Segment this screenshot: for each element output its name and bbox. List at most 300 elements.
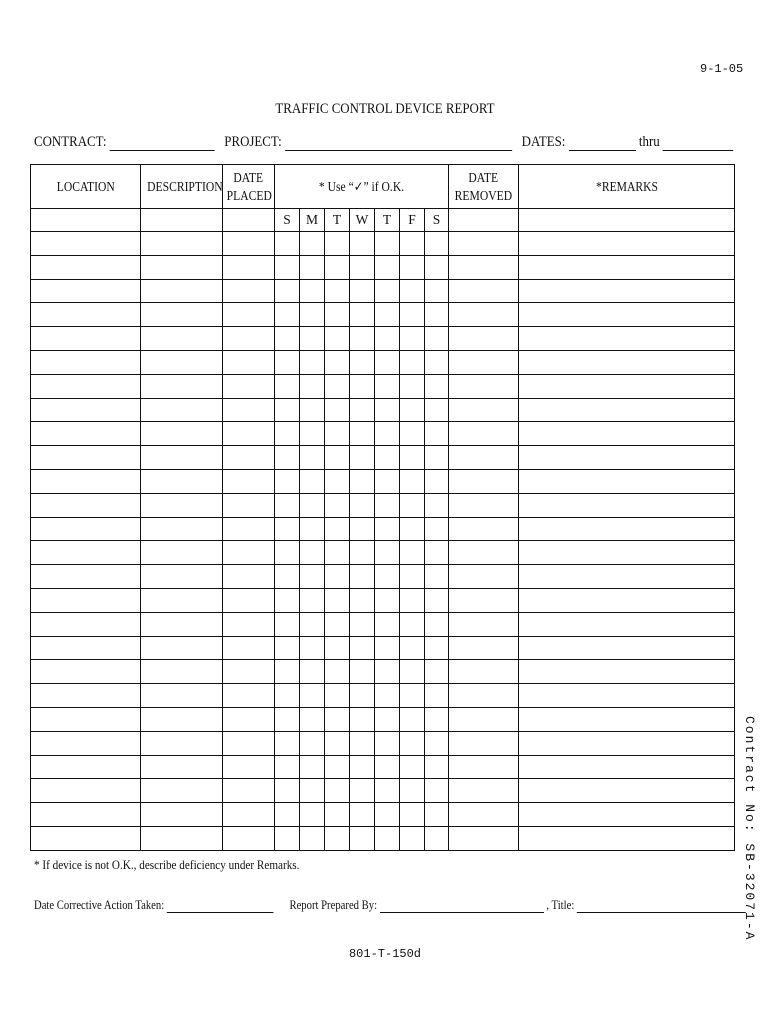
table-cell[interactable] (425, 779, 449, 803)
table-cell[interactable] (31, 279, 141, 303)
table-cell[interactable] (275, 327, 300, 351)
table-cell[interactable] (223, 826, 275, 850)
table-cell[interactable] (425, 755, 449, 779)
table-cell[interactable] (350, 469, 375, 493)
dates-end-field[interactable] (663, 136, 734, 151)
table-cell[interactable] (223, 707, 275, 731)
table-cell[interactable] (425, 565, 449, 589)
table-cell[interactable] (400, 660, 425, 684)
table-cell[interactable] (275, 232, 300, 256)
table-cell[interactable] (350, 493, 375, 517)
table-cell[interactable] (275, 517, 300, 541)
table-cell[interactable] (519, 684, 735, 708)
table-cell[interactable] (300, 541, 325, 565)
table-cell[interactable] (350, 327, 375, 351)
table-cell[interactable] (425, 541, 449, 565)
table-cell[interactable] (300, 517, 325, 541)
table-cell[interactable] (375, 707, 400, 731)
table-cell[interactable] (300, 279, 325, 303)
table-cell[interactable] (375, 636, 400, 660)
table-cell[interactable] (31, 636, 141, 660)
table-cell[interactable] (350, 826, 375, 850)
table-cell[interactable] (449, 327, 519, 351)
table-cell[interactable] (350, 636, 375, 660)
table-cell[interactable] (223, 684, 275, 708)
table-cell[interactable] (519, 255, 735, 279)
table-cell[interactable] (223, 446, 275, 470)
table-cell[interactable] (350, 398, 375, 422)
table-cell[interactable] (449, 374, 519, 398)
table-cell[interactable] (141, 398, 223, 422)
table-cell[interactable] (325, 255, 350, 279)
table-cell[interactable] (300, 707, 325, 731)
table-cell[interactable] (31, 612, 141, 636)
table-cell[interactable] (300, 612, 325, 636)
table-cell[interactable] (275, 279, 300, 303)
table-cell[interactable] (31, 303, 141, 327)
table-cell[interactable] (350, 255, 375, 279)
table-cell[interactable] (300, 469, 325, 493)
table-cell[interactable] (325, 422, 350, 446)
table-cell[interactable] (300, 803, 325, 827)
table-cell[interactable] (275, 588, 300, 612)
table-cell[interactable] (223, 779, 275, 803)
table-cell[interactable] (275, 350, 300, 374)
table-cell[interactable] (449, 707, 519, 731)
table-cell[interactable] (141, 731, 223, 755)
table-cell[interactable] (519, 446, 735, 470)
table-cell[interactable] (425, 422, 449, 446)
table-cell[interactable] (375, 731, 400, 755)
table-cell[interactable] (375, 755, 400, 779)
table-cell[interactable] (350, 303, 375, 327)
project-field[interactable] (285, 136, 512, 151)
table-cell[interactable] (375, 446, 400, 470)
title-field[interactable] (577, 898, 746, 913)
table-cell[interactable] (400, 803, 425, 827)
table-cell[interactable] (375, 469, 400, 493)
table-cell[interactable] (449, 350, 519, 374)
table-cell[interactable] (400, 731, 425, 755)
table-cell[interactable] (223, 374, 275, 398)
table-cell[interactable] (141, 565, 223, 589)
table-cell[interactable] (141, 660, 223, 684)
table-cell[interactable] (325, 803, 350, 827)
table-cell[interactable] (300, 779, 325, 803)
table-cell[interactable] (350, 779, 375, 803)
table-cell[interactable] (223, 350, 275, 374)
table-cell[interactable] (325, 374, 350, 398)
table-cell[interactable] (350, 684, 375, 708)
table-cell[interactable] (275, 374, 300, 398)
table-cell[interactable] (519, 517, 735, 541)
table-cell[interactable] (425, 588, 449, 612)
table-cell[interactable] (519, 303, 735, 327)
table-cell[interactable] (400, 469, 425, 493)
table-cell[interactable] (31, 707, 141, 731)
table-cell[interactable] (223, 565, 275, 589)
table-cell[interactable] (519, 350, 735, 374)
table-cell[interactable] (350, 588, 375, 612)
table-cell[interactable] (141, 232, 223, 256)
table-cell[interactable] (425, 493, 449, 517)
table-cell[interactable] (141, 612, 223, 636)
table-cell[interactable] (275, 303, 300, 327)
table-cell[interactable] (275, 565, 300, 589)
table-cell[interactable] (31, 803, 141, 827)
table-cell[interactable] (31, 660, 141, 684)
table-cell[interactable] (141, 541, 223, 565)
table-cell[interactable] (223, 660, 275, 684)
table-cell[interactable] (449, 303, 519, 327)
table-cell[interactable] (275, 422, 300, 446)
table-cell[interactable] (425, 232, 449, 256)
table-cell[interactable] (449, 755, 519, 779)
table-cell[interactable] (325, 565, 350, 589)
table-cell[interactable] (325, 446, 350, 470)
table-cell[interactable] (31, 350, 141, 374)
table-cell[interactable] (449, 541, 519, 565)
table-cell[interactable] (519, 374, 735, 398)
table-cell[interactable] (223, 493, 275, 517)
table-cell[interactable] (275, 684, 300, 708)
table-cell[interactable] (449, 493, 519, 517)
table-cell[interactable] (141, 493, 223, 517)
table-cell[interactable] (141, 279, 223, 303)
table-cell[interactable] (519, 755, 735, 779)
table-cell[interactable] (275, 493, 300, 517)
table-cell[interactable] (141, 707, 223, 731)
table-cell[interactable] (519, 803, 735, 827)
table-cell[interactable] (425, 707, 449, 731)
table-cell[interactable] (325, 707, 350, 731)
table-cell[interactable] (325, 469, 350, 493)
table-cell[interactable] (223, 541, 275, 565)
table-cell[interactable] (325, 350, 350, 374)
table-cell[interactable] (425, 636, 449, 660)
table-cell[interactable] (519, 612, 735, 636)
table-cell[interactable] (223, 588, 275, 612)
table-cell[interactable] (31, 588, 141, 612)
table-cell[interactable] (519, 779, 735, 803)
table-cell[interactable] (223, 755, 275, 779)
table-cell[interactable] (31, 731, 141, 755)
table-cell[interactable] (400, 303, 425, 327)
table-cell[interactable] (400, 374, 425, 398)
table-cell[interactable] (375, 803, 400, 827)
table-cell[interactable] (141, 255, 223, 279)
table-cell[interactable] (519, 422, 735, 446)
table-cell[interactable] (31, 327, 141, 351)
table-cell[interactable] (223, 803, 275, 827)
table-cell[interactable] (350, 279, 375, 303)
contract-field[interactable] (110, 136, 215, 151)
table-cell[interactable] (425, 731, 449, 755)
table-cell[interactable] (425, 612, 449, 636)
table-cell[interactable] (223, 422, 275, 446)
table-cell[interactable] (275, 541, 300, 565)
table-cell[interactable] (449, 636, 519, 660)
table-cell[interactable] (300, 684, 325, 708)
table-cell[interactable] (275, 779, 300, 803)
table-cell[interactable] (300, 398, 325, 422)
table-cell[interactable] (275, 446, 300, 470)
table-cell[interactable] (375, 350, 400, 374)
table-cell[interactable] (375, 398, 400, 422)
table-cell[interactable] (449, 469, 519, 493)
table-cell[interactable] (325, 826, 350, 850)
table-cell[interactable] (300, 660, 325, 684)
table-cell[interactable] (31, 232, 141, 256)
table-cell[interactable] (275, 755, 300, 779)
table-cell[interactable] (141, 755, 223, 779)
table-cell[interactable] (449, 731, 519, 755)
table-cell[interactable] (141, 517, 223, 541)
table-cell[interactable] (375, 684, 400, 708)
table-cell[interactable] (350, 422, 375, 446)
table-cell[interactable] (300, 232, 325, 256)
table-cell[interactable] (449, 446, 519, 470)
table-cell[interactable] (519, 493, 735, 517)
table-cell[interactable] (425, 398, 449, 422)
table-cell[interactable] (350, 374, 375, 398)
table-cell[interactable] (425, 374, 449, 398)
table-cell[interactable] (141, 779, 223, 803)
table-cell[interactable] (141, 374, 223, 398)
table-cell[interactable] (519, 541, 735, 565)
table-cell[interactable] (223, 517, 275, 541)
table-cell[interactable] (31, 493, 141, 517)
table-cell[interactable] (141, 684, 223, 708)
table-cell[interactable] (400, 398, 425, 422)
table-cell[interactable] (400, 517, 425, 541)
table-cell[interactable] (375, 303, 400, 327)
table-cell[interactable] (375, 826, 400, 850)
table-cell[interactable] (375, 588, 400, 612)
table-cell[interactable] (375, 517, 400, 541)
table-cell[interactable] (400, 232, 425, 256)
table-cell[interactable] (400, 588, 425, 612)
table-cell[interactable] (350, 232, 375, 256)
table-cell[interactable] (449, 565, 519, 589)
table-cell[interactable] (519, 660, 735, 684)
table-cell[interactable] (325, 541, 350, 565)
table-cell[interactable] (300, 422, 325, 446)
table-cell[interactable] (275, 636, 300, 660)
table-cell[interactable] (325, 731, 350, 755)
table-cell[interactable] (325, 517, 350, 541)
table-cell[interactable] (325, 232, 350, 256)
table-cell[interactable] (223, 327, 275, 351)
table-cell[interactable] (400, 612, 425, 636)
table-cell[interactable] (141, 303, 223, 327)
table-cell[interactable] (141, 469, 223, 493)
table-cell[interactable] (325, 588, 350, 612)
table-cell[interactable] (141, 422, 223, 446)
table-cell[interactable] (31, 684, 141, 708)
table-cell[interactable] (141, 446, 223, 470)
table-cell[interactable] (325, 755, 350, 779)
table-cell[interactable] (31, 469, 141, 493)
table-cell[interactable] (519, 707, 735, 731)
table-cell[interactable] (31, 755, 141, 779)
table-cell[interactable] (141, 327, 223, 351)
table-cell[interactable] (141, 636, 223, 660)
table-cell[interactable] (275, 707, 300, 731)
table-cell[interactable] (425, 446, 449, 470)
table-cell[interactable] (350, 707, 375, 731)
table-cell[interactable] (375, 279, 400, 303)
table-cell[interactable] (350, 612, 375, 636)
table-cell[interactable] (350, 755, 375, 779)
table-cell[interactable] (300, 826, 325, 850)
table-cell[interactable] (300, 588, 325, 612)
table-cell[interactable] (400, 255, 425, 279)
table-cell[interactable] (519, 232, 735, 256)
table-cell[interactable] (400, 327, 425, 351)
table-cell[interactable] (425, 803, 449, 827)
dates-start-field[interactable] (569, 136, 636, 151)
table-cell[interactable] (425, 660, 449, 684)
table-cell[interactable] (325, 327, 350, 351)
table-cell[interactable] (425, 469, 449, 493)
table-cell[interactable] (425, 327, 449, 351)
table-cell[interactable] (223, 232, 275, 256)
table-cell[interactable] (400, 279, 425, 303)
table-cell[interactable] (375, 612, 400, 636)
table-cell[interactable] (350, 731, 375, 755)
table-cell[interactable] (31, 565, 141, 589)
table-cell[interactable] (449, 398, 519, 422)
table-cell[interactable] (400, 541, 425, 565)
table-cell[interactable] (31, 826, 141, 850)
table-cell[interactable] (375, 660, 400, 684)
table-cell[interactable] (425, 517, 449, 541)
table-cell[interactable] (350, 350, 375, 374)
table-cell[interactable] (325, 636, 350, 660)
prepared-by-field[interactable] (380, 898, 544, 913)
table-cell[interactable] (31, 446, 141, 470)
table-cell[interactable] (375, 779, 400, 803)
table-cell[interactable] (449, 517, 519, 541)
table-cell[interactable] (519, 398, 735, 422)
table-cell[interactable] (300, 493, 325, 517)
table-cell[interactable] (300, 303, 325, 327)
table-cell[interactable] (519, 636, 735, 660)
table-cell[interactable] (449, 779, 519, 803)
table-cell[interactable] (449, 279, 519, 303)
table-cell[interactable] (223, 469, 275, 493)
table-cell[interactable] (275, 826, 300, 850)
table-cell[interactable] (400, 565, 425, 589)
table-cell[interactable] (519, 826, 735, 850)
table-cell[interactable] (375, 374, 400, 398)
table-cell[interactable] (400, 636, 425, 660)
table-cell[interactable] (325, 684, 350, 708)
table-cell[interactable] (519, 327, 735, 351)
table-cell[interactable] (223, 255, 275, 279)
table-cell[interactable] (325, 612, 350, 636)
table-cell[interactable] (400, 707, 425, 731)
table-cell[interactable] (141, 588, 223, 612)
table-cell[interactable] (223, 398, 275, 422)
table-cell[interactable] (425, 255, 449, 279)
table-cell[interactable] (400, 493, 425, 517)
table-cell[interactable] (519, 565, 735, 589)
table-cell[interactable] (223, 731, 275, 755)
table-cell[interactable] (350, 517, 375, 541)
table-cell[interactable] (449, 232, 519, 256)
table-cell[interactable] (449, 803, 519, 827)
table-cell[interactable] (375, 232, 400, 256)
table-cell[interactable] (449, 660, 519, 684)
table-cell[interactable] (519, 469, 735, 493)
table-cell[interactable] (275, 612, 300, 636)
table-cell[interactable] (223, 279, 275, 303)
table-cell[interactable] (425, 303, 449, 327)
table-cell[interactable] (275, 398, 300, 422)
table-cell[interactable] (31, 779, 141, 803)
table-cell[interactable] (350, 565, 375, 589)
table-cell[interactable] (400, 779, 425, 803)
table-cell[interactable] (375, 565, 400, 589)
table-cell[interactable] (350, 541, 375, 565)
table-cell[interactable] (350, 660, 375, 684)
corrective-action-field[interactable] (167, 898, 274, 913)
table-cell[interactable] (449, 612, 519, 636)
table-cell[interactable] (31, 422, 141, 446)
table-cell[interactable] (31, 541, 141, 565)
table-cell[interactable] (325, 779, 350, 803)
table-cell[interactable] (275, 469, 300, 493)
table-cell[interactable] (223, 612, 275, 636)
table-cell[interactable] (425, 350, 449, 374)
table-cell[interactable] (350, 803, 375, 827)
table-cell[interactable] (375, 327, 400, 351)
table-cell[interactable] (300, 755, 325, 779)
table-cell[interactable] (400, 422, 425, 446)
table-cell[interactable] (325, 279, 350, 303)
table-cell[interactable] (400, 755, 425, 779)
table-cell[interactable] (449, 684, 519, 708)
table-cell[interactable] (400, 826, 425, 850)
table-cell[interactable] (325, 398, 350, 422)
table-cell[interactable] (141, 803, 223, 827)
table-cell[interactable] (31, 255, 141, 279)
table-cell[interactable] (275, 731, 300, 755)
table-cell[interactable] (300, 565, 325, 589)
table-cell[interactable] (275, 660, 300, 684)
table-cell[interactable] (325, 493, 350, 517)
table-cell[interactable] (375, 493, 400, 517)
table-cell[interactable] (141, 826, 223, 850)
table-cell[interactable] (375, 541, 400, 565)
table-cell[interactable] (400, 684, 425, 708)
table-cell[interactable] (519, 279, 735, 303)
table-cell[interactable] (425, 279, 449, 303)
table-cell[interactable] (223, 303, 275, 327)
table-cell[interactable] (300, 636, 325, 660)
table-cell[interactable] (275, 803, 300, 827)
table-cell[interactable] (375, 422, 400, 446)
table-cell[interactable] (325, 660, 350, 684)
table-cell[interactable] (449, 588, 519, 612)
table-cell[interactable] (300, 255, 325, 279)
table-cell[interactable] (31, 517, 141, 541)
table-cell[interactable] (425, 826, 449, 850)
table-cell[interactable] (350, 446, 375, 470)
table-cell[interactable] (300, 327, 325, 351)
